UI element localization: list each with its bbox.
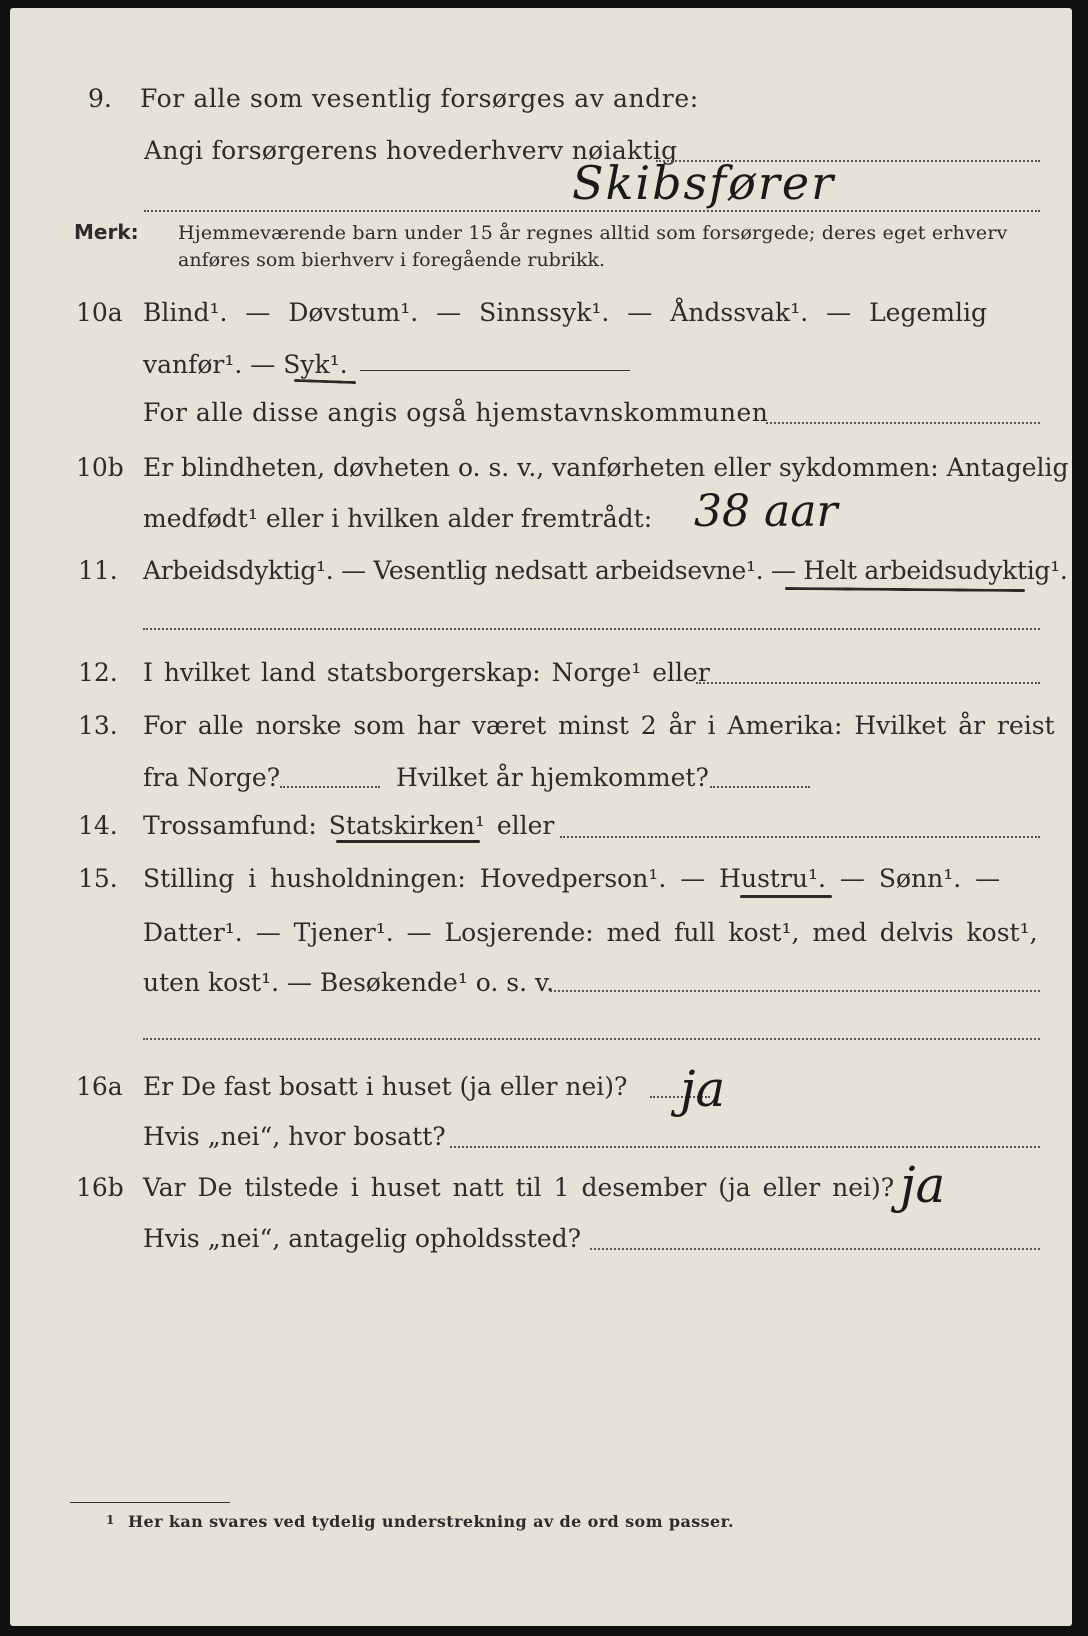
q9-number: 9. [88, 84, 112, 113]
footnote-rule [70, 1502, 230, 1503]
q9-line1: For alle som vesentlig forsørges av andre: [140, 84, 699, 113]
q13-line2b: Hvilket år hjemkommet? [396, 763, 709, 792]
q15-line3: uten kost¹. — Besøkende¹ o. s. v. [143, 968, 555, 997]
q16b-opholdssted-line [590, 1248, 1040, 1250]
q13-number: 13. [78, 711, 118, 740]
q16b-handwritten-answer: ja [900, 1156, 946, 1214]
footnote-text: Her kan svares ved tydelig understrekning av de ord som passer. [128, 1512, 734, 1531]
q10a-answer-line [360, 370, 630, 371]
q10a-number: 10a [76, 298, 123, 327]
q9-answer-line-2 [144, 210, 1040, 212]
q16a-line2: Hvis „nei“, hvor bosatt? [143, 1122, 446, 1151]
merk-line1: Hjemmeværende barn under 15 år regnes alltid som forsørgede; deres eget erhverv [178, 222, 1008, 244]
q12-line1: I hvilket land statsborgerskap: Norge¹ eller [143, 658, 710, 687]
q16b-line1: Var De tilstede i huset natt til 1 desember (ja eller nei)? [143, 1173, 895, 1202]
q10b-handwritten-answer: 38 aar [694, 486, 838, 537]
footnote-mark: 1 [106, 1513, 115, 1527]
q16b-line2: Hvis „nei“, antagelig opholdssted? [143, 1224, 582, 1253]
q10a-hjemstavn-line [766, 422, 1040, 424]
q9-line2: Angi forsørgerens hovederhverv nøiaktig [144, 136, 678, 165]
q11-number: 11. [78, 556, 118, 585]
q12-answer-line [696, 682, 1040, 684]
q13-reist-line [280, 786, 380, 788]
merk-line2: anføres som bierhverv i foregående rubrikk. [178, 249, 606, 271]
q15-answer-line-2 [143, 1038, 1040, 1040]
q15-answer-line [550, 990, 1040, 992]
q16a-handwritten-answer: ja [680, 1060, 726, 1118]
hustru-underline [740, 895, 832, 898]
q16a-line1: Er De fast bosatt i huset (ja eller nei)? [143, 1072, 628, 1101]
q13-line2a: fra Norge? [143, 763, 281, 792]
q11-line1: Arbeidsdyktig¹. — Vesentlig nedsatt arbeidsevne¹. — Helt arbeidsudyktig¹. [143, 556, 1068, 585]
q10a-line2: vanfør¹. — Syk¹. [143, 350, 348, 379]
q16a-bosatt-line [450, 1146, 1040, 1148]
q10b-number: 10b [76, 453, 124, 482]
q16b-number: 16b [76, 1173, 124, 1202]
q14-answer-line [560, 836, 1040, 838]
statskirken-underline [336, 840, 480, 843]
q10a-line3: For alle disse angis også hjemstavnskommunen [143, 398, 769, 427]
q15-line1: Stilling i husholdningen: Hovedperson¹. — Hustru¹. — Sønn¹. — [143, 864, 1001, 893]
q9-handwritten-answer: Skibsfører [572, 156, 836, 210]
q10b-line1: Er blindheten, døvheten o. s. v., vanførheten eller sykdommen: Antagelig [143, 453, 1069, 482]
q14-line1: Trossamfund: Statskirken¹ eller [143, 811, 555, 840]
q14-number: 14. [78, 811, 118, 840]
q10a-line1: Blind¹. — Døvstum¹. — Sinnssyk¹. — Åndssvak¹. — Legemlig [143, 298, 987, 327]
q12-number: 12. [78, 658, 118, 687]
q16a-number: 16a [76, 1072, 123, 1101]
q11-answer-line [143, 628, 1040, 630]
q15-line2: Datter¹. — Tjener¹. — Losjerende: med full kost¹, med delvis kost¹, [143, 918, 1038, 947]
merk-label: Merk: [74, 220, 139, 244]
q13-hjemkommet-line [710, 786, 810, 788]
q13-line1: For alle norske som har været minst 2 år i Amerika: Hvilket år reist [143, 711, 1055, 740]
q10b-line2: medfødt¹ eller i hvilken alder fremtrådt: [143, 504, 653, 533]
q15-number: 15. [78, 864, 118, 893]
